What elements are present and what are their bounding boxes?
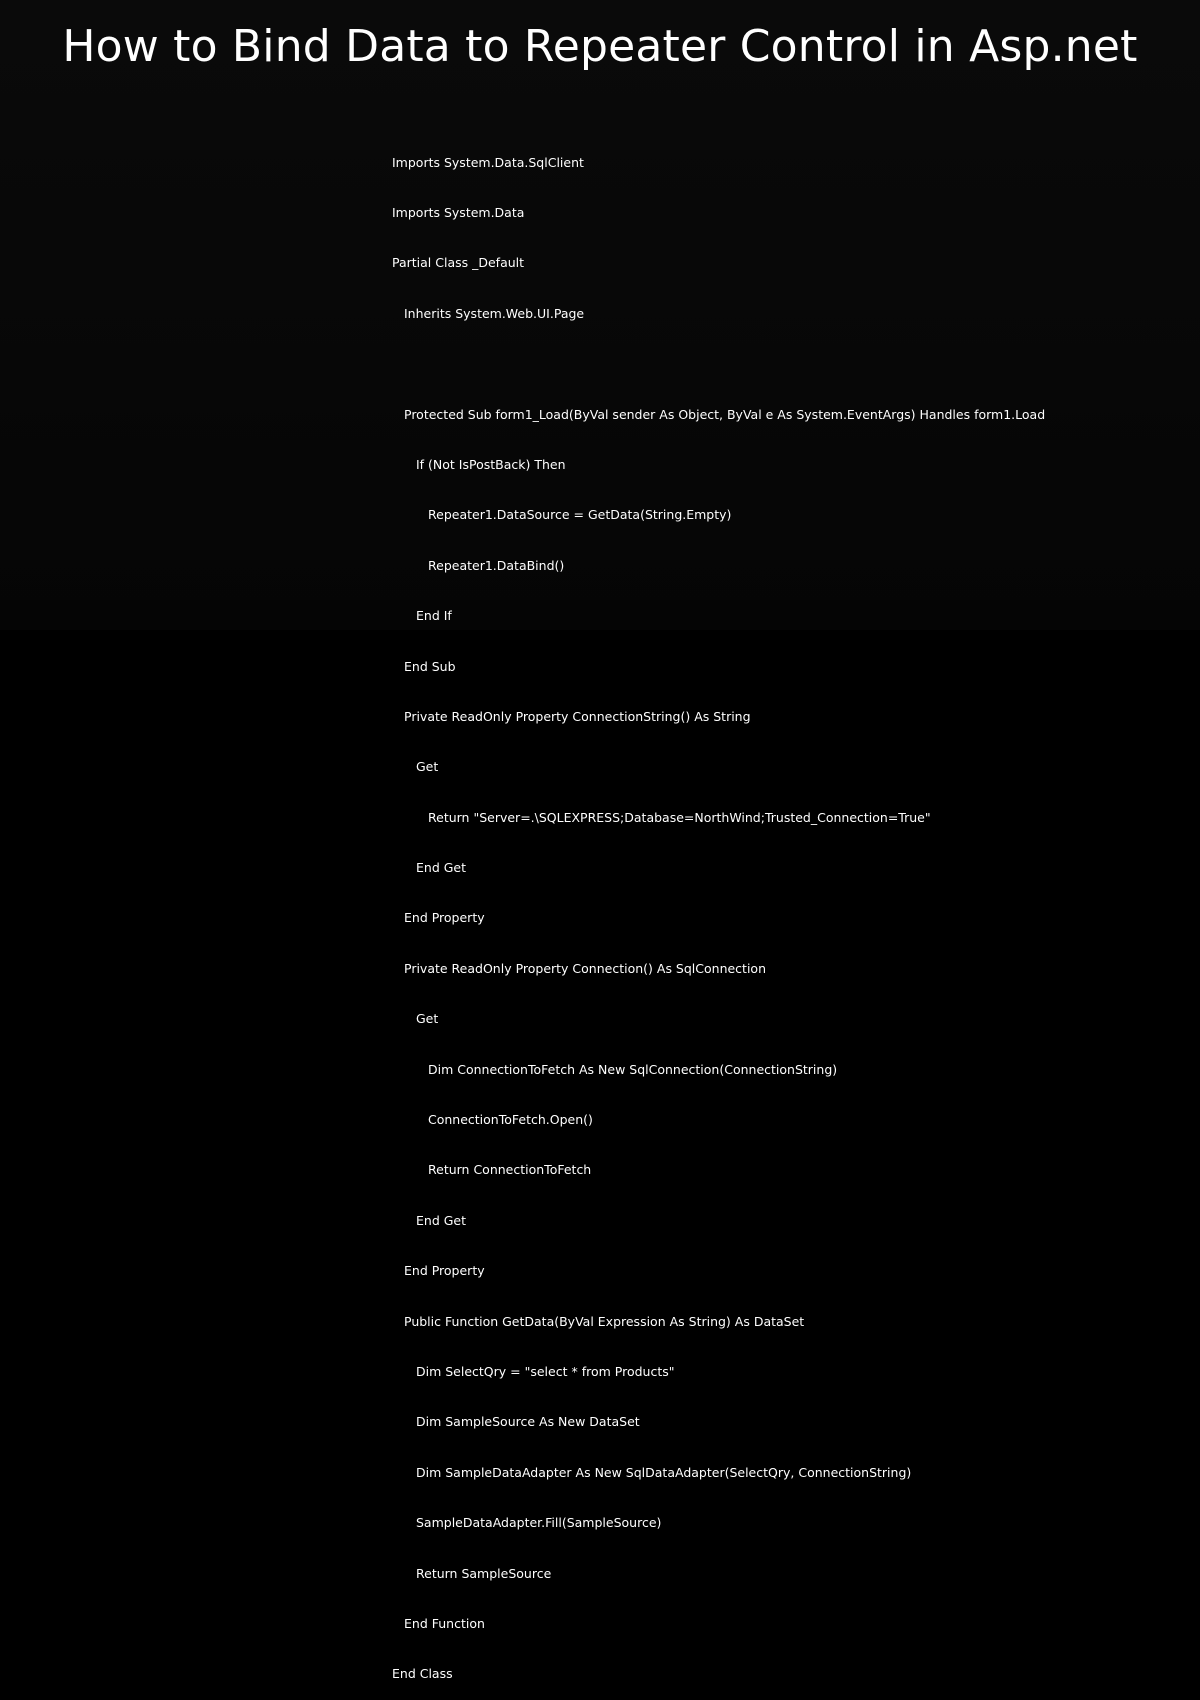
code-line: End Function: [404, 1615, 485, 1631]
code-line: [392, 356, 1045, 373]
code-line: Inherits System.Web.UI.Page: [404, 305, 585, 321]
code-line: End Sub: [404, 658, 456, 674]
code-line: End Get: [416, 860, 467, 876]
code-line: Return SampleSource: [416, 1565, 552, 1581]
code-line: If (Not IsPostBack) Then: [416, 456, 566, 472]
code-line: Private ReadOnly Property ConnectionString() As String: [404, 708, 751, 724]
code-line: Get: [416, 759, 439, 775]
code-line: Return "Server=.\SQLEXPRESS;Database=NorthWind;Trusted_Connection=True": [428, 809, 931, 825]
code-line: End If: [416, 608, 452, 624]
code-line: Dim SelectQry = "select * from Products": [416, 1363, 675, 1379]
page-title: How to Bind Data to Repeater Control in Asp.net: [62, 21, 1138, 72]
code-line: Dim SampleDataAdapter As New SqlDataAdapter(SelectQry, ConnectionString): [416, 1464, 912, 1480]
code-line: Private ReadOnly Property Connection() As SqlConnection: [404, 960, 766, 976]
code-line: End Property: [404, 910, 485, 926]
code-line: Repeater1.DataBind(): [428, 557, 565, 573]
code-line: Dim ConnectionToFetch As New SqlConnection(ConnectionString): [428, 1061, 838, 1077]
code-line: Public Function GetData(ByVal Expression As String) As DataSet: [404, 1313, 805, 1329]
code-line: SampleDataAdapter.Fill(SampleSource): [416, 1515, 662, 1531]
code-line: End Get: [416, 1212, 467, 1228]
code-line: End Property: [404, 1263, 485, 1279]
code-line: Partial Class _Default: [392, 255, 525, 271]
code-line: Dim SampleSource As New DataSet: [416, 1414, 640, 1430]
code-line: Get: [416, 1011, 439, 1027]
code-line: Repeater1.DataSource = GetData(String.Empty): [428, 507, 732, 523]
code-line: Imports System.Data: [392, 204, 525, 220]
code-line: Imports System.Data.SqlClient: [392, 154, 584, 170]
code-line: Protected Sub form1_Load(ByVal sender As Object, ByVal e As System.EventArgs) Handles form1.Load: [404, 406, 1046, 422]
code-listing: [392, 121, 1045, 1700]
code-line: End Class: [392, 1666, 453, 1682]
code-line: Return ConnectionToFetch: [428, 1162, 592, 1178]
code-line: ConnectionToFetch.Open(): [428, 1112, 593, 1128]
